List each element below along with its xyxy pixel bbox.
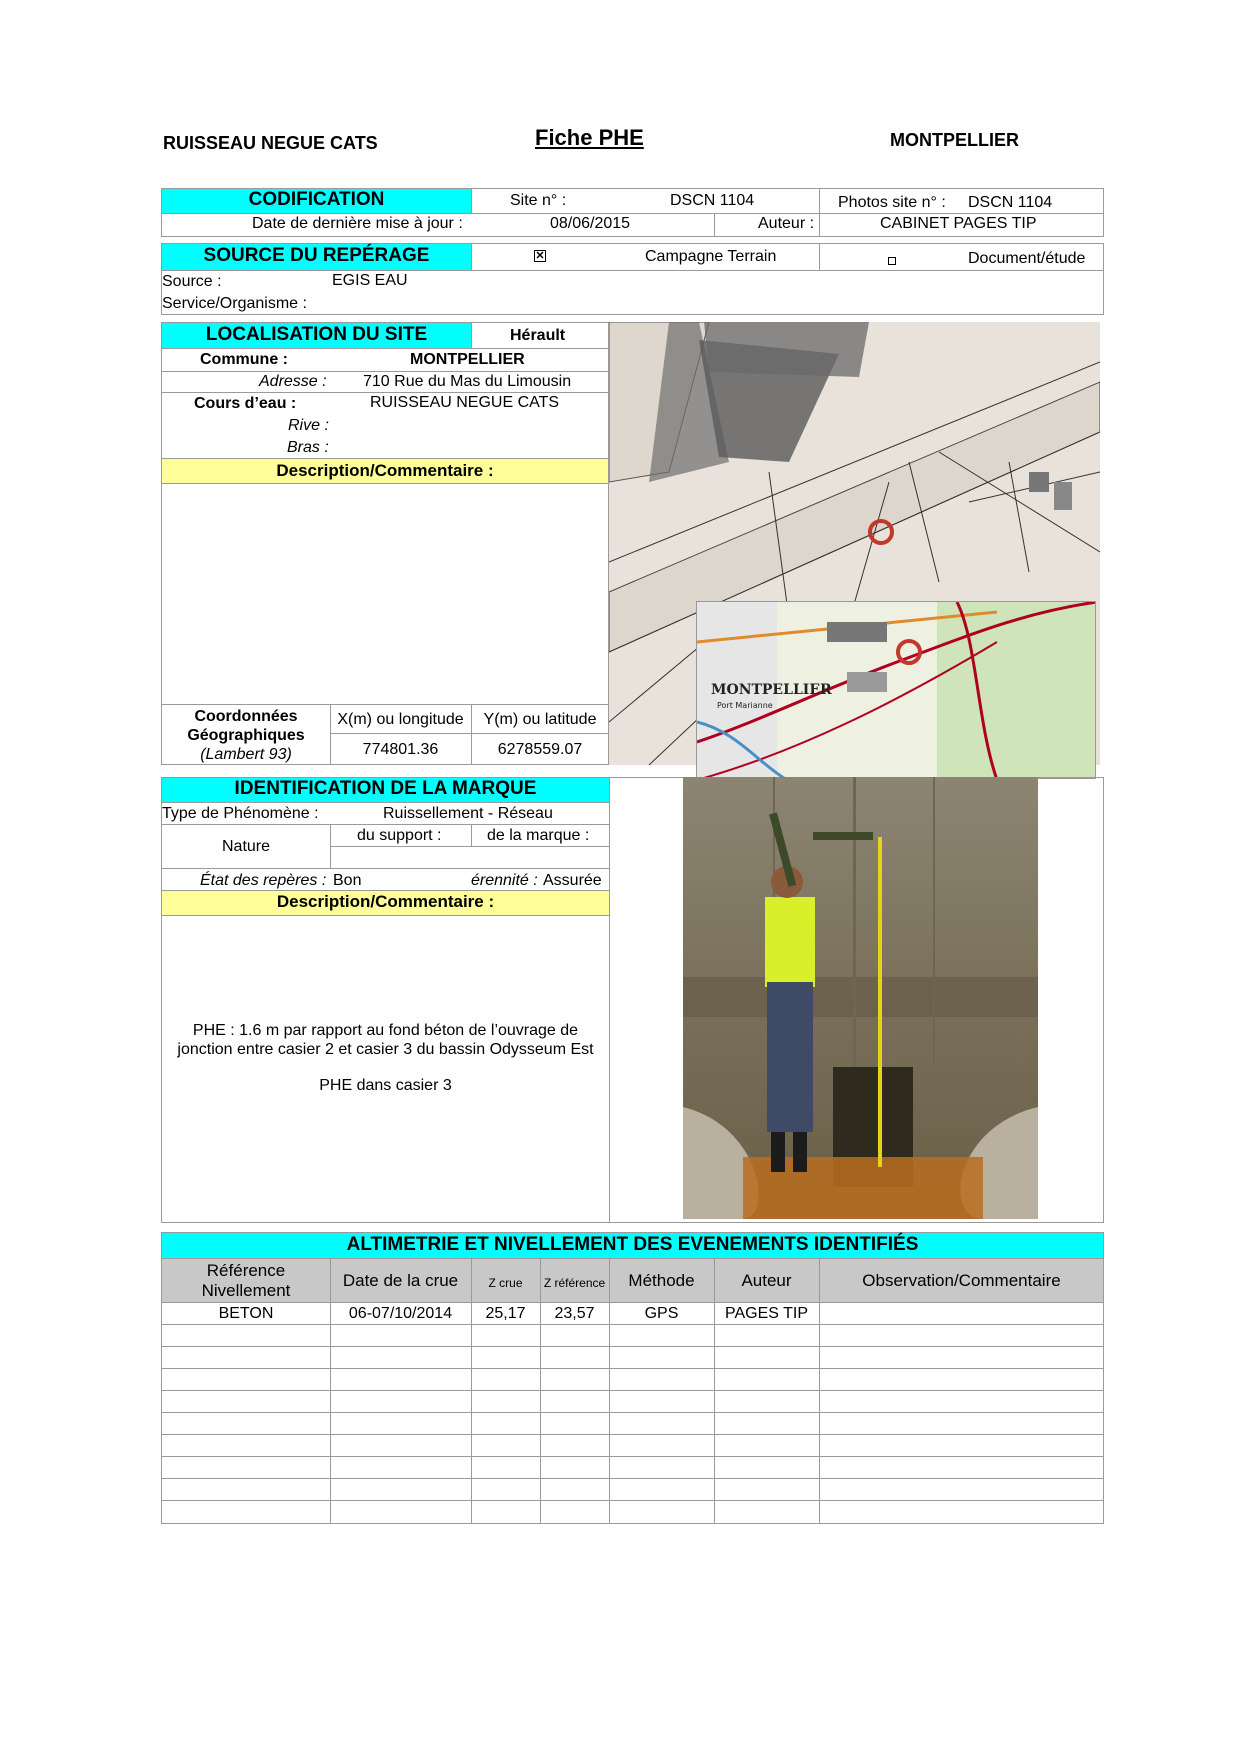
coord-label-2: Géographiques bbox=[187, 727, 305, 744]
col-header-reference: Référence Nivellement bbox=[201, 1261, 291, 1300]
col-header-z-crue: Z crue bbox=[488, 1276, 523, 1290]
document-etude-label: Document/étude bbox=[968, 250, 1086, 267]
row-1-methode: GPS bbox=[644, 1305, 679, 1322]
description-line-2: jonction entre casier 2 et casier 3 du bassin Odysseum Est bbox=[177, 1041, 594, 1058]
row-1-auteur: PAGES TIP bbox=[725, 1305, 808, 1322]
marque-label: de la marque : bbox=[487, 827, 590, 844]
col-header-methode: Méthode bbox=[628, 1271, 695, 1290]
author-value: CABINET PAGES TIP bbox=[880, 215, 1037, 232]
etat-reperes-value: Bon bbox=[333, 872, 362, 889]
commune-label: Commune : bbox=[200, 351, 288, 368]
nature-label: Nature bbox=[221, 838, 271, 855]
cours-eau-label: Cours d’eau : bbox=[194, 395, 297, 412]
header-left: RUISSEAU NEGUE CATS bbox=[163, 133, 378, 153]
map-district-label: Port Marianne bbox=[717, 701, 773, 710]
site-number-value: DSCN 1104 bbox=[670, 192, 755, 209]
page-title: Fiche PHE bbox=[535, 125, 644, 150]
perennite-label: érennité : bbox=[471, 872, 538, 889]
description-line-3: PHE dans casier 3 bbox=[319, 1077, 452, 1094]
support-label: du support : bbox=[357, 827, 442, 844]
coord-label-1: Coordonnées bbox=[194, 708, 298, 725]
localisation-title: LOCALISATION DU SITE bbox=[205, 324, 428, 345]
source-title: SOURCE DU REPÉRAGE bbox=[203, 245, 430, 266]
map-city-label: MONTPELLIER bbox=[711, 682, 832, 698]
x-coord-value: 774801.36 bbox=[362, 741, 439, 758]
phenomenon-type-value: Ruissellement - Réseau bbox=[383, 805, 553, 822]
document-etude-checkbox[interactable] bbox=[888, 257, 896, 265]
y-coord-label: Y(m) ou latitude bbox=[483, 711, 597, 728]
author-label: Auteur : bbox=[758, 215, 815, 232]
x-coord-label: X(m) ou longitude bbox=[337, 711, 464, 728]
topographic-map bbox=[696, 601, 1096, 779]
campagne-terrain-checkbox[interactable]: ✕ bbox=[535, 250, 545, 262]
source-label: Source : bbox=[162, 273, 222, 290]
codification-title: CODIFICATION bbox=[248, 189, 385, 210]
col-header-date: Date de la crue bbox=[342, 1271, 459, 1290]
row-1-reference: BETON bbox=[218, 1305, 274, 1322]
cours-eau-value: RUISSEAU NEGUE CATS bbox=[370, 394, 560, 411]
department-value: Hérault bbox=[510, 327, 566, 344]
campagne-terrain-label: Campagne Terrain bbox=[645, 248, 777, 265]
row-1-z-crue: 25,17 bbox=[485, 1305, 526, 1322]
photos-number-value: DSCN 1104 bbox=[968, 194, 1053, 211]
perennite-value: Assurée bbox=[543, 872, 602, 889]
service-label: Service/Organisme : bbox=[162, 295, 307, 312]
identification-desc-title: Description/Commentaire : bbox=[276, 892, 495, 911]
phenomenon-type-label: Type de Phénomène : bbox=[162, 805, 319, 822]
col-header-observation: Observation/Commentaire bbox=[862, 1271, 1061, 1290]
identification-title: IDENTIFICATION DE LA MARQUE bbox=[234, 778, 537, 799]
y-coord-value: 6278559.07 bbox=[497, 741, 583, 758]
row-1-date: 06-07/10/2014 bbox=[348, 1305, 453, 1322]
adresse-value: 710 Rue du Mas du Limousin bbox=[363, 373, 572, 390]
altimetrie-title: ALTIMETRIE ET NIVELLEMENT DES EVENEMENTS IDENTIFIÉS bbox=[346, 1234, 919, 1255]
site-number-label: Site n° : bbox=[510, 192, 567, 209]
site-photo bbox=[683, 777, 1038, 1219]
col-header-z-reference: Z référence bbox=[543, 1276, 606, 1290]
etat-reperes-label: État des repères : bbox=[200, 872, 327, 889]
photos-number-label: Photos site n° : bbox=[838, 194, 946, 211]
bras-label: Bras : bbox=[287, 439, 329, 456]
adresse-label: Adresse : bbox=[259, 373, 327, 390]
update-date-label: Date de dernière mise à jour : bbox=[252, 215, 463, 232]
col-header-auteur: Auteur bbox=[741, 1271, 792, 1290]
rive-label: Rive : bbox=[288, 417, 329, 434]
coord-label-3: (Lambert 93) bbox=[200, 746, 292, 763]
header-right: MONTPELLIER bbox=[890, 130, 1019, 150]
update-date-value: 08/06/2015 bbox=[550, 215, 631, 232]
description-line-1: PHE : 1.6 m par rapport au fond béton de l’ouvrage de bbox=[192, 1022, 579, 1039]
localisation-desc-title: Description/Commentaire : bbox=[276, 461, 494, 480]
source-value: EGIS EAU bbox=[332, 272, 408, 289]
commune-value: MONTPELLIER bbox=[410, 351, 525, 368]
row-1-z-reference: 23,57 bbox=[554, 1305, 595, 1322]
